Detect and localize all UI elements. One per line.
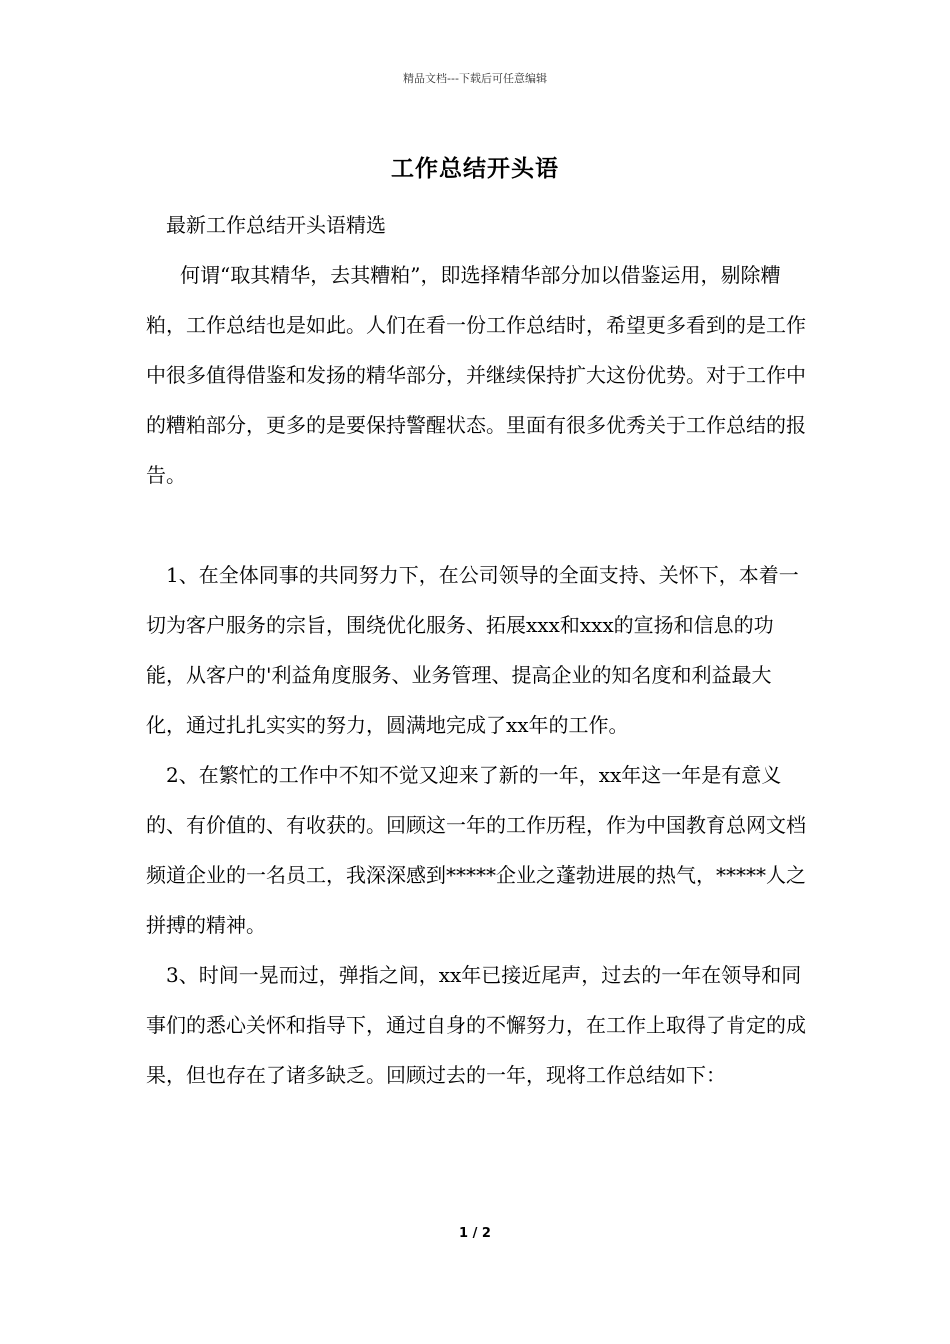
document-subtitle: 最新工作总结开头语精选 [166,213,386,237]
document-body [146,200,808,1100]
page-indicator: 1 / 2 [459,1226,491,1241]
page-header: 精品文档---下载后可任意编辑 [403,72,547,85]
paragraph-spacer [146,500,808,550]
list-item-1: 1、在全体同事的共同努力下，在公司领导的全面支持、关怀下，本着一切为客户服务的宗旨，围绕优化服务、拓展xxx和xxx的宣扬和信息的功能，从客户的'利益角度服务、业务管理、提高企业的知名度和利益最大化，通过扎扎实实的努力，圆满地完成了xx年的工作。 [146,563,799,737]
document-title: 工作总结开头语 [391,155,559,182]
intro-paragraph: 何谓“取其精华，去其糟粕”，即选择精华部分加以借鉴运用，剔除糟粕，工作总结也是如此。人们在看一份工作总结时，希望更多看到的是工作中很多值得借鉴和发扬的精华部分，并继续保持扩大这份优势。对于工作中的糟粕部分，更多的是要保持警醒状态。里面有很多优秀关于工作总结的报告。 [146,263,806,487]
list-item-3: 3、时间一晃而过，弹指之间，xx年已接近尾声，过去的一年在领导和同事们的悉心关怀和指导下，通过自身的不懈努力，在工作上取得了肯定的成果，但也存在了诸多缺乏。回顾过去的一年，现将工作总结如下： [146,963,806,1087]
list-item-2: 2、在繁忙的工作中不知不觉又迎来了新的一年，xx年这一年是有意义的、有价值的、有收获的。回顾这一年的工作历程，作为中国教育总网文档频道企业的一名员工，我深深感到*****企业之蓬勃进展的热气，*****人之拼搏的精神。 [146,763,806,937]
